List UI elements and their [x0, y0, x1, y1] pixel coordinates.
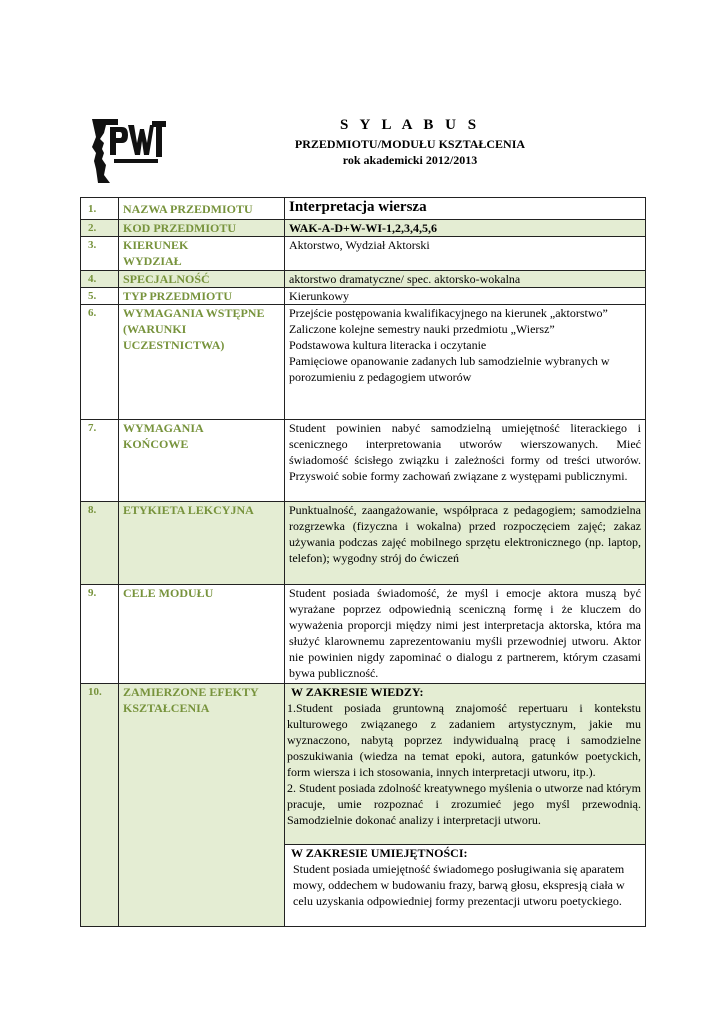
row-label: WYMAGANIA WSTĘPNE (WARUNKI UCZESTNICTWA) [119, 305, 285, 420]
skills-outcomes [285, 845, 646, 927]
table-row [81, 271, 646, 288]
table-row [81, 420, 646, 502]
row-number: 6. [81, 305, 119, 420]
knowledge-heading: W ZAKRESIE WIEDZY: [291, 685, 424, 699]
row-number: 7. [81, 420, 119, 502]
row-number: 2. [81, 220, 119, 237]
prerequisite-item: Pamięciowe opanowanie zadanych lub samodzielnie wybranych w porozumieniu z pedagogiem utworów [289, 354, 610, 384]
prerequisites [285, 305, 646, 420]
table-row [81, 198, 646, 220]
skills-outcome-item: Student posiada umiejętność świadomego posługiwania się aparatem mowy, oddechem w budowaniu frazy, barwą głosu, ekspresją ciała w celu uzyskania odpowiedniej formy prezentacji utworu poetyckiego. [293, 862, 625, 908]
syllabus-table [80, 197, 646, 927]
skills-heading: W ZAKRESIE UMIEJĘTNOŚCI: [291, 846, 468, 860]
knowledge-outcomes [285, 684, 646, 845]
row-number: 10. [81, 684, 119, 927]
table-row [81, 288, 646, 305]
syllabus-title: S Y L A B U S [339, 117, 481, 133]
academic-year: rok akademicki 2012/2013 [342, 153, 478, 167]
prerequisite-item: Podstawowa kultura literacka i oczytanie [289, 338, 487, 352]
table-row [81, 502, 646, 585]
row-number: 3. [81, 237, 119, 271]
class-etiquette: Punktualność, zaangażowanie, współpraca z pedagogiem; samodzielna rozgrzewka (fizyczna i wokalna) przed rozpoczęciem zajęć; zakaz używania podczas zajęć mobilnego sprzętu elektronicznego (np. laptop, telefon); wygodny strój do ćwiczeń [285, 502, 646, 585]
module-goals: Student posiada świadomość, że myśl i emocje aktora muszą być wyrażane poprzez odpowiednią sceniczną formę i że kluczem do wyważenia proporcji między nimi jest interpretacja aktorska, która ma służyć klarownemu zaprezentowaniu myśli przewodniej utworu. Aktor nie powinien nigdy zapominać o dialogu z partnerem, którym czasami bywa publiczność. [285, 585, 646, 684]
pwst-logo [88, 113, 168, 185]
row-number: 4. [81, 271, 119, 288]
table-row [81, 585, 646, 684]
course-code: WAK-A-D+W-WI-1,2,3,4,5,6 [285, 220, 646, 237]
row-label: KOD PRZEDMIOTU [119, 220, 285, 237]
row-number: 8. [81, 502, 119, 585]
prerequisite-item: Przejście postępowania kwalifikacyjnego na kierunek „aktorstwo” [289, 306, 608, 320]
course-name: Interpretacja wiersza [285, 198, 646, 220]
row-label: NAZWA PRZEDMIOTU [119, 198, 285, 220]
row-label: WYMAGANIA KOŃCOWE [119, 420, 285, 502]
course-type: Kierunkowy [285, 288, 646, 305]
table-row [81, 684, 646, 845]
prerequisite-item: Zaliczone kolejne semestry nauki przedmiotu „Wiersz” [289, 322, 555, 336]
table-row [81, 237, 646, 271]
table-row [81, 220, 646, 237]
row-label: KIERUNEK WYDZIAŁ [119, 237, 285, 271]
knowledge-outcome-item: 1.Student posiada gruntowną znajomość repertuaru i kontekstu kulturowego związanego z zadaniem artystycznym, jakie mu wyznaczono, nabytą poprzez indywidualną pracę i samodzielne poszukiwania (wiedza na temat epoki, autora, gatunków poetyckich, form wiersza i ich stosowania, innych interpretacji utworu, itp.). [287, 701, 641, 779]
row-label: ZAMIERZONE EFEKTY KSZTAŁCENIA [119, 684, 285, 927]
row-label: SPECJALNOŚĆ [119, 271, 285, 288]
row-label: TYP PRZEDMIOTU [119, 288, 285, 305]
table-row [81, 305, 646, 420]
syllabus-header [200, 116, 620, 168]
row-number: 5. [81, 288, 119, 305]
field-faculty: Aktorstwo, Wydział Aktorski [285, 237, 646, 271]
syllabus-subtitle: PRZEDMIOTU/MODUŁU KSZTAŁCENIA [294, 137, 526, 151]
row-label: ETYKIETA LEKCYJNA [119, 502, 285, 585]
row-number: 9. [81, 585, 119, 684]
knowledge-outcome-item: 2. Student posiada zdolność kreatywnego myślenia o utworze nad którym pracuje, umie rozpoznać i zrozumieć jego myśl przewodnią. Samodzielnie dokonać analizy i interpretacji utworu. [287, 781, 641, 827]
specialization: aktorstwo dramatyczne/ spec. aktorsko-wokalna [285, 271, 646, 288]
row-label: CELE MODUŁU [119, 585, 285, 684]
final-requirements: Student powinien nabyć samodzielną umiejętność literackiego i scenicznego interpretowania utworów wierszowanych. Mieć świadomość ścisłego związku i zależności formy od treści utworów. Przyswoić sobie formy zachowań związane z występami publicznymi. [285, 420, 646, 502]
row-number: 1. [81, 198, 119, 220]
